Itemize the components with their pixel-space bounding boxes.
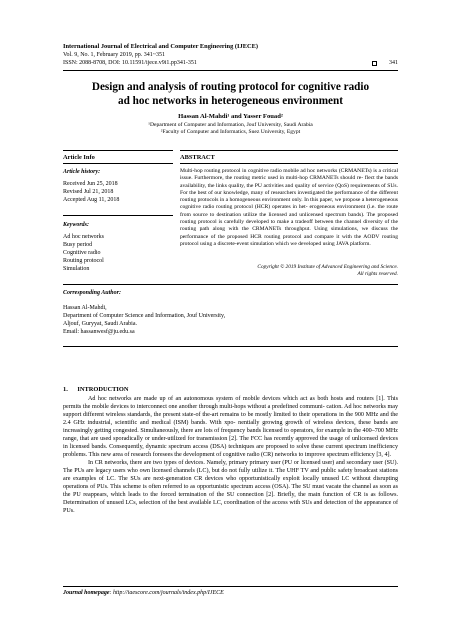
journal-name: International Journal of Electrical and Computer Engineering (IJECE) (63, 43, 258, 50)
journal-issn: ISSN: 2088-8708, DOI: 10.11591/ijece.v9i1.pp341-351 (63, 60, 197, 66)
affiliations (63, 122, 398, 136)
intro-paragraph-1: Ad hoc networks are made up of an autonomous system of mobile devices which act as both hosts and routers [1]. This permits the mobile devices to interconnect one another through multi-hops without a predefined communi- cation. Ad hoc networks may support different wireless standards, the present state-of the-art remains to be mostly limited to their operations in the 900 MHz and the 2.4 GHz industrial, scientific and medical (ISM) bands. With xpo- nentially growing growth of wireless devices, these bands are increasingly getting congested. Simultaneously, there are lots of frequency bands licensed to operators, for example in the 400–700 MHz range, that are used sporadically or under-utilized for transmission [2]. The FCC has recently approved the usage of unlicensed devices in licensed bands. Consequently, dynamic spectrum access (DSA) techniques are proposed to solve these current spectrum inefficiency problems. This new area of research foresees the development of cognitive radio (CR) networks to improve spectrum efficiency [3, 4]. (63, 396, 398, 458)
homepage-url: : http://iaescore.com/journals/index.php/IJECE (109, 590, 224, 596)
paper-authors: Hassan Al-Mahdi¹ and Yasser Fouad² (178, 113, 283, 120)
footer-rule (63, 586, 398, 587)
corresponding-top-rule (63, 284, 398, 285)
corresponding-location: Aljouf, Guryyat, Saudi Arabia. (63, 321, 137, 327)
corresponding-name: Hassan Al-Mahdi, (63, 305, 107, 311)
keywords-rule (63, 215, 173, 216)
title-line-2: ad hoc networks in heterogeneous environment (118, 95, 343, 107)
corresponding-bottom-rule (63, 346, 398, 347)
intro-paragraph-2: In CR networks, there are two types of devices. Namely, primary primary user (PU or licensed user) and secondary user (SU). The PUs are legacy users who own licensed channels (LC), but do not fully utilize it. The UHF TV and public safety broadcast stations are examples of LC. The SUs are next-generation CR devices who opportunistically exploit locally unused LC without disrupting operations of PUs. This scheme is often referred to as opportunistic spectrum access (OSA). The SU must vacate the channel as soon as the PU reappears, which leads to the forced termination of the SU connection [2]. Briefly, the main function of CR is as follows. Determination of unused LCs, selection of the best available LC, coordination of the access with SUs and detection of the appearance of PUs. (63, 460, 398, 514)
corresponding-label: Corresponding Author: (63, 290, 121, 296)
article-history (63, 168, 173, 204)
affiliation-2: ²Faculty of Computer and Informatics, Suez University, Egypt (160, 129, 301, 135)
homepage-label: Journal homepage (63, 590, 110, 596)
page-number: 341 (389, 60, 398, 66)
copyright-line-1: Copyright © 2019 Institute of Advanced Engineering and Science. (257, 264, 398, 270)
corresponding-dept: Department of Computer Science and Information, Jouf University, (63, 313, 226, 319)
corresponding-email: Email: hassanwesf@ju.edu.sa (63, 329, 135, 335)
square-icon (372, 61, 377, 66)
paper-title (63, 80, 398, 108)
copyright-line-2: All rights reserved. (357, 271, 398, 277)
journal-volume: Vol. 9, No. 1, February 2019, pp. 341~351 (63, 52, 165, 58)
introduction-body (63, 395, 398, 515)
keyword-item: Simulation (63, 266, 90, 272)
abstract-top-rule (180, 150, 398, 151)
journal-header (63, 43, 398, 67)
corresponding-author (63, 304, 398, 336)
abstract-heading: ABSTRACT (180, 154, 215, 161)
history-received: Received Jun 25, 2018 (63, 181, 118, 187)
keyword-item: Routing protocol (63, 258, 104, 264)
keyword-item: Cognitive radio (63, 250, 101, 256)
keyword-item: Busy period (63, 242, 93, 248)
abstract-mid-rule (180, 163, 398, 164)
introduction-heading: 1. INTRODUCTION (63, 386, 129, 393)
abstract-text: Multi-hop routing protocol in cognitive radio mobile ad hoc networks (CRMANETs) is a critical issue. Furthermore, the routing metric used in multi-hop CRMANETs should re- flect the bands availability, the links quality, the PU activities and quality of service (QoS) requirements of SUs. For the best of our knowledge, many of researchers investigated the performance of the different routing protocols in a homogeneous environment only. In this paper, we propose a heterogeneous cognitive radio routing protocol (HCR) operates in het- erogeneous environment (i.e. the route from source to destination utilize the licensed and unlicensed spectrum bands). The proposed routing protocol is carefully developed to make a tradeoff between the channel diversity of the routing path along with the CRMANETs throughput. Using simulations, we discuss the performance of the proposed HCR routing protocol and compare it with the AODV routing protocol using a discrete-event simulation which we developed using JAVA platform. (180, 168, 398, 247)
title-line-1: Design and analysis of routing protocol for cognitive radio (91, 81, 370, 93)
keywords-label: Keywords: (63, 222, 89, 228)
header-rule (63, 70, 398, 71)
article-info-mid-rule (63, 163, 173, 164)
article-info-heading: Article Info (63, 154, 95, 161)
journal-homepage (63, 590, 224, 596)
article-history-label: Article history: (63, 169, 101, 175)
copyright (180, 264, 398, 278)
keyword-item: Ad hoc networks (63, 234, 104, 240)
affiliation-1: ¹Department of Computer and Information, Jouf University, Saudi Arabia (148, 122, 313, 128)
history-accepted: Accepted Aug 11, 2018 (63, 197, 120, 203)
history-revised: Revised Jul 21, 2018 (63, 189, 114, 195)
keywords (63, 221, 173, 273)
article-info-top-rule (63, 150, 173, 151)
